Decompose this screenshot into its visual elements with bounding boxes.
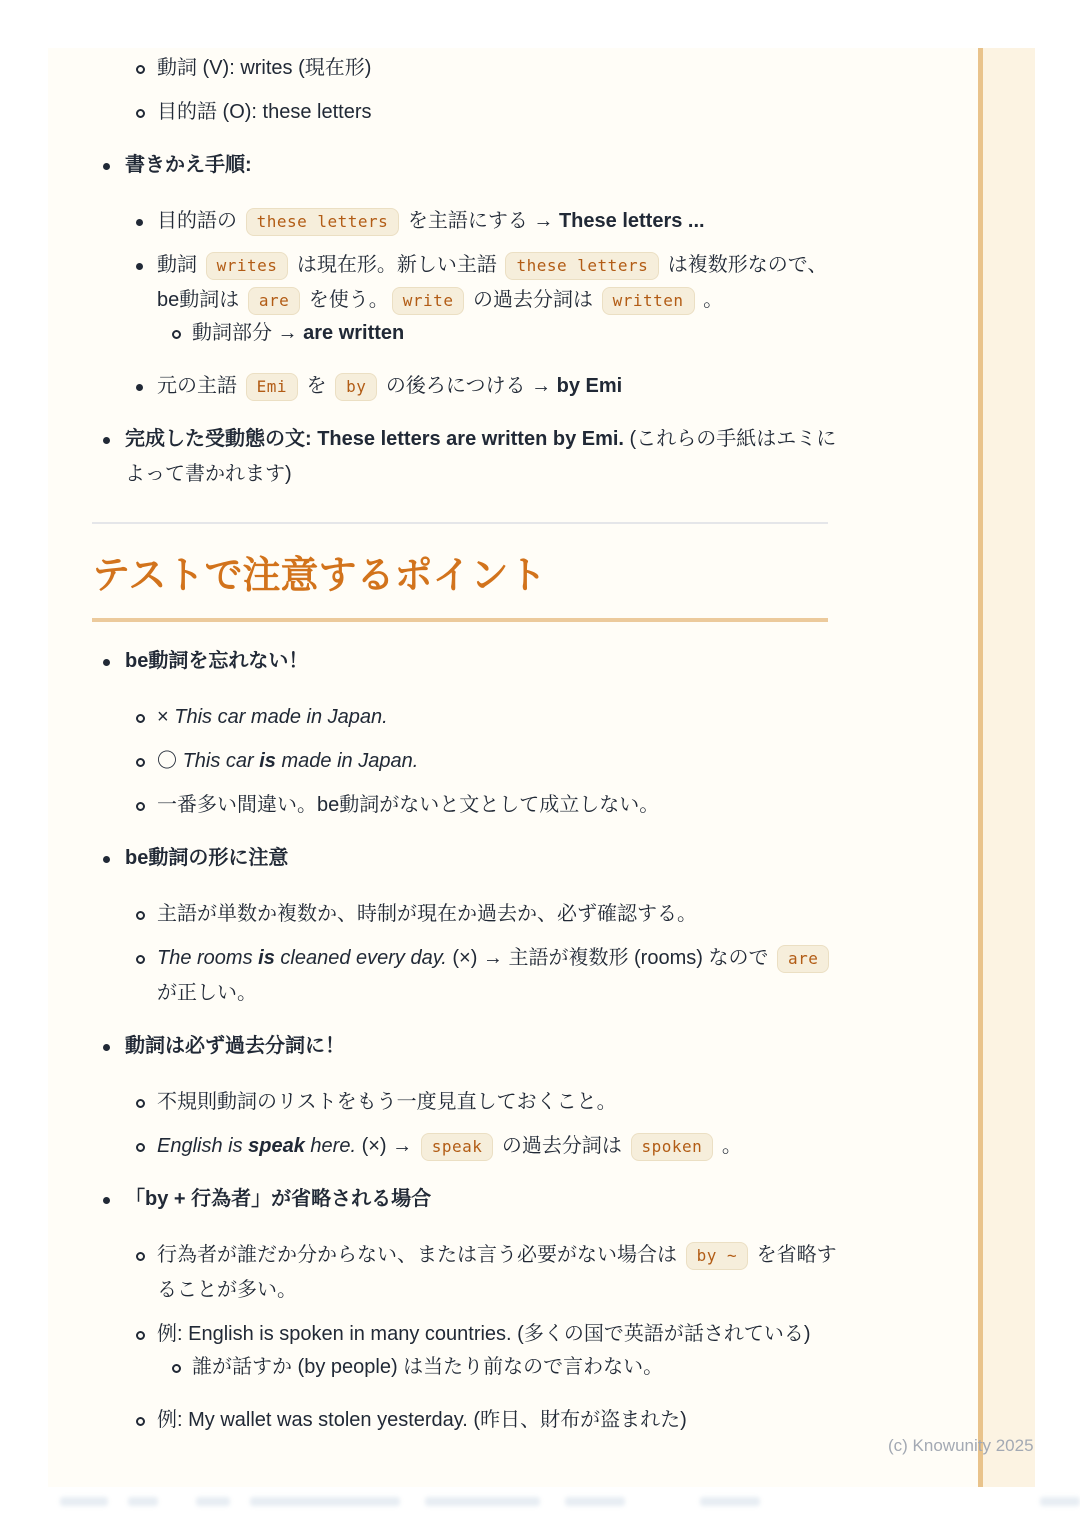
- inline-code: write: [392, 287, 465, 315]
- next-page-preview: [700, 1497, 760, 1506]
- list-item-text: [157, 1323, 811, 1345]
- bullet-circle-icon: [136, 1252, 145, 1261]
- text-run: 行為者が誰だか分からない、または言う必要がない場合は: [157, 1244, 683, 1266]
- page-edge-strip: [983, 48, 1035, 1487]
- list-item: [92, 841, 838, 876]
- bullet-circle-icon: [136, 802, 145, 811]
- text-run: を: [300, 375, 333, 397]
- list-item-text: [157, 1091, 617, 1113]
- list-item: [92, 788, 838, 823]
- text-run: speak: [248, 1135, 305, 1157]
- text-run: The rooms: [157, 947, 259, 969]
- text-run: be動詞の形に注意: [125, 847, 289, 869]
- bullet-circle-icon: [136, 955, 145, 964]
- list-item: [92, 1238, 838, 1308]
- text-run: の後ろにつける →: [380, 375, 557, 397]
- list-item-text: [157, 210, 705, 232]
- bullet-disc-icon: [103, 1044, 110, 1051]
- bullet-disc-icon: [136, 219, 143, 226]
- inline-code: these letters: [505, 252, 659, 280]
- text-run: が正しい。: [157, 982, 257, 1004]
- text-run: (これらの手紙はエミによって書かれます): [125, 428, 837, 485]
- text-run: 完成した受動態の文: These letters are written by Emi.: [125, 428, 624, 450]
- inline-code: spoken: [631, 1133, 714, 1161]
- list-item-text: [157, 903, 697, 925]
- next-page-preview: [250, 1497, 400, 1506]
- text-run: here.: [304, 1135, 357, 1157]
- list-item-text: [157, 1244, 837, 1301]
- bullet-circle-icon: [136, 714, 145, 723]
- text-run: 動詞は必ず過去分詞に！: [125, 1035, 345, 1057]
- list-item: [92, 148, 838, 183]
- bullet-disc-icon: [103, 659, 110, 666]
- bullet-disc-icon: [103, 856, 110, 863]
- list-item-text: [157, 101, 372, 123]
- bullet-circle-icon: [136, 1143, 145, 1152]
- text-run: 〇: [157, 750, 183, 772]
- text-run: 。: [697, 289, 724, 311]
- list-item: [92, 1350, 838, 1385]
- list-item-text: [157, 750, 418, 772]
- list-item: [92, 1129, 838, 1164]
- text-run: を主語にする →: [402, 210, 559, 232]
- text-run: This car: [182, 750, 260, 772]
- list-item: [92, 51, 838, 86]
- bullet-circle-icon: [136, 911, 145, 920]
- list-item: [92, 744, 838, 779]
- bullet-circle-icon: [172, 330, 181, 339]
- list-item-text: [157, 706, 388, 728]
- bullet-disc-icon: [103, 163, 110, 170]
- list-item: [92, 1403, 838, 1438]
- list-item-text: [157, 57, 371, 79]
- next-page-preview: [60, 1497, 108, 1506]
- list-item: [92, 95, 838, 130]
- text-run: の過去分詞は: [496, 1135, 628, 1157]
- list-item-text: [157, 375, 622, 397]
- list-item-text: [157, 1409, 687, 1431]
- next-page-preview: [128, 1497, 158, 1506]
- text-run: 目的語 (O): these letters: [157, 101, 372, 123]
- text-run: 主語が単数か複数か、時制が現在か過去か、必ず確認する。: [157, 903, 697, 925]
- inline-code: speak: [421, 1133, 494, 1161]
- list-item: [92, 248, 838, 318]
- bullet-disc-icon: [136, 263, 143, 270]
- list-item: [92, 941, 838, 1011]
- inline-code: by: [335, 373, 377, 401]
- text-run: These letters ...: [558, 210, 705, 232]
- list-item-text: [157, 254, 827, 311]
- text-run: 書きかえ手順:: [125, 154, 252, 176]
- bullet-circle-icon: [136, 1417, 145, 1426]
- text-run: 一番多い間違い。be動詞がないと文として成立しない。: [157, 794, 660, 816]
- text-run: 誰が話すか (by people) は当たり前なので言わない。: [192, 1356, 664, 1378]
- list-item-text: [157, 1135, 742, 1157]
- list-item: [92, 316, 838, 351]
- text-run: English is: [157, 1135, 249, 1157]
- list-item: [92, 1029, 838, 1064]
- document-page: [48, 48, 1035, 1487]
- section-heading: テストで注意するポイント: [92, 552, 828, 622]
- text-run: は複数形なので、be動詞は: [157, 254, 828, 311]
- text-run: 。: [716, 1135, 742, 1157]
- text-run: 目的語の: [157, 210, 243, 232]
- text-run: 動詞 (V): writes (現在形): [157, 57, 372, 79]
- list-item: [92, 204, 838, 239]
- text-run: This car made in Japan.: [174, 706, 388, 728]
- text-run: is: [259, 750, 276, 772]
- list-item-text: [125, 428, 836, 485]
- list-item: [92, 644, 838, 679]
- bullet-circle-icon: [136, 1331, 145, 1340]
- list-item: [92, 369, 838, 404]
- text-run: 「by + 行為者」が省略される場合: [125, 1188, 432, 1210]
- inline-code: Emi: [246, 373, 298, 401]
- document-body: [92, 51, 838, 1438]
- inline-code: written: [602, 287, 695, 315]
- bullet-disc-icon: [103, 1197, 110, 1204]
- list-item-text: [192, 1356, 663, 1378]
- text-run: 不規則動詞のリストをもう一度見直しておくこと。: [157, 1091, 617, 1113]
- list-item: [92, 700, 838, 735]
- text-run: (×) →: [356, 1135, 418, 1157]
- list-item: [92, 897, 838, 932]
- next-page-preview: [425, 1497, 540, 1506]
- bullet-circle-icon: [136, 109, 145, 118]
- next-page-preview: [565, 1497, 625, 1506]
- text-run: を使う。: [303, 289, 389, 311]
- bullet-disc-icon: [136, 384, 143, 391]
- text-run: made in Japan.: [275, 750, 419, 772]
- section-divider: [92, 522, 828, 524]
- text-run: は現在形。新しい主語: [291, 254, 503, 276]
- list-item-text: [157, 947, 832, 1004]
- text-run: cleaned every day.: [274, 947, 447, 969]
- list-item-text: [125, 1188, 431, 1210]
- list-item-text: [125, 154, 252, 176]
- inline-code: by ~: [686, 1242, 749, 1270]
- text-run: 例: English is spoken in many countries. (多くの国で英語が話されている): [157, 1323, 811, 1345]
- text-run: are written: [303, 322, 405, 344]
- inline-code: these letters: [246, 208, 400, 236]
- list-item: [92, 1317, 838, 1352]
- next-page-preview: [196, 1497, 230, 1506]
- text-run: 例: My wallet was stolen yesterday. (昨日、財布が盗まれた): [157, 1409, 687, 1431]
- bullet-circle-icon: [172, 1364, 181, 1373]
- list-item: [92, 1182, 838, 1217]
- text-run: 元の主語: [157, 375, 243, 397]
- text-run: be動詞を忘れない！: [125, 650, 309, 672]
- bullet-circle-icon: [136, 1099, 145, 1108]
- list-item-text: [192, 322, 404, 344]
- text-run: is: [258, 947, 275, 969]
- bullet-disc-icon: [103, 437, 110, 444]
- next-page-preview: [1040, 1497, 1080, 1506]
- text-run: 動詞: [157, 254, 203, 276]
- list-item-text: [125, 847, 288, 869]
- bullet-circle-icon: [136, 65, 145, 74]
- inline-code: are: [777, 945, 829, 973]
- list-item-text: [125, 650, 308, 672]
- watermark: (c) Knowunity 2025: [888, 1436, 1034, 1455]
- list-item-text: [125, 1035, 345, 1057]
- inline-code: writes: [206, 252, 289, 280]
- inline-code: are: [248, 287, 300, 315]
- list-item: [92, 1085, 838, 1120]
- list-item: [92, 422, 838, 492]
- text-run: を省略することが多い。: [157, 1244, 837, 1301]
- text-run: ×: [157, 706, 175, 728]
- list-item-text: [157, 794, 659, 816]
- text-run: (×) → 主語が複数形 (rooms) なので: [446, 947, 775, 969]
- bullet-circle-icon: [136, 758, 145, 767]
- text-run: by Emi: [556, 375, 623, 397]
- text-run: 動詞部分 →: [192, 322, 304, 344]
- text-run: の過去分詞は: [467, 289, 599, 311]
